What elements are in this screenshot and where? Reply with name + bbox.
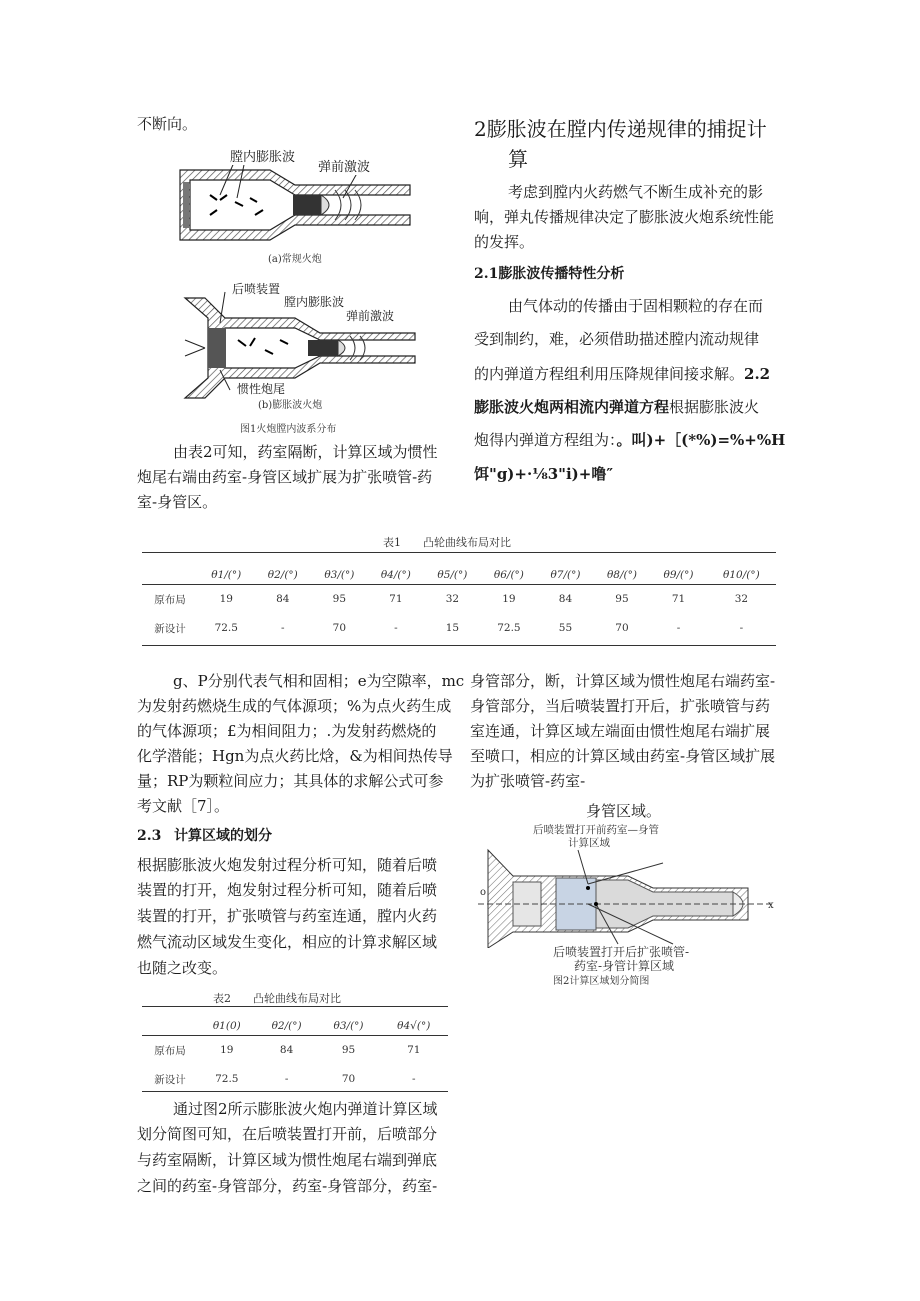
right-para2-line3: 的内弹道方程组利用压降规律间接求解。2.2 bbox=[474, 365, 771, 383]
table-cell: - bbox=[281, 622, 285, 634]
fig2-caption: 图2计算区域划分简图 bbox=[553, 976, 650, 987]
right-para3-line2: 身管部分，当后喷装置打开后，扩张喷管与药 bbox=[470, 697, 771, 715]
table-cell: 32 bbox=[734, 593, 749, 605]
right-para3-line5: 为扩张喷管-药室- bbox=[470, 772, 586, 790]
fig1b-breech bbox=[208, 328, 226, 368]
table-cell: 72.5 bbox=[214, 622, 238, 634]
left-para1-line1: 由表2可知，药室隔断，计算区域为惯性 bbox=[173, 443, 438, 461]
fig1b-label-rear: 后喷装置 bbox=[232, 282, 281, 296]
table1-header: θ8/(°) bbox=[606, 569, 637, 581]
fig1a-label-wave: 膛内膨胀波 bbox=[230, 146, 295, 165]
table2-top-rule bbox=[142, 1006, 448, 1007]
table1-caption: 表1 凸轮曲线布局对比 bbox=[383, 536, 511, 549]
table1-header: θ3/(°) bbox=[324, 569, 355, 581]
table-cell: 55 bbox=[558, 622, 573, 634]
table-cell: - bbox=[676, 622, 681, 634]
table-cell: 84 bbox=[279, 1044, 294, 1056]
table1-header: θ2/(°) bbox=[267, 569, 298, 581]
table-cell: 32 bbox=[445, 593, 460, 605]
fig1a-caption: (a)常规火炮 bbox=[268, 254, 322, 265]
fig2-x-label: x bbox=[768, 900, 774, 911]
table1-top-rule bbox=[142, 552, 776, 553]
left-para4-line3: 与药室隔断，计算区域为惯性炮尾右端到弹底 bbox=[137, 1151, 438, 1169]
right-para2-line6: 饵"g)+·⅛3"i)+噜″ bbox=[474, 465, 614, 483]
table-cell: 95 bbox=[332, 593, 347, 605]
table-cell: 84 bbox=[276, 593, 290, 605]
table2-header: θ1(0) bbox=[212, 1020, 241, 1032]
left-para4-line2: 划分简图可知，在后喷装置打开前，后喷部分 bbox=[137, 1125, 438, 1143]
right-para3-line1: 身管部分，断，计算区域为惯性炮尾右端药室- bbox=[470, 672, 776, 690]
table-cell: - bbox=[411, 1073, 416, 1085]
subsection-2-1-title: 2.1膨胀波传播特性分析 bbox=[474, 266, 625, 282]
right-para1-line1: 考虑到膛内火药燃气不断生成补充的影 bbox=[508, 183, 764, 201]
table-cell: 70 bbox=[341, 1073, 356, 1085]
left-para3-line1: 根据膨胀波火炮发射过程分析可知，随着后喷 bbox=[137, 856, 438, 874]
section2-title-line2: 算 bbox=[508, 147, 528, 171]
table1-header: θ7/(°) bbox=[550, 569, 581, 581]
table-cell: 95 bbox=[341, 1044, 356, 1056]
subsection-2-3-number: 2.3 bbox=[137, 828, 162, 844]
fig2-top-label-1: 后喷装置打开前药室—身管 bbox=[533, 824, 659, 836]
fig2-o-label: o bbox=[480, 887, 487, 898]
left-para2-line6: 考文献［7］。 bbox=[137, 797, 230, 815]
table-cell: - bbox=[284, 1073, 289, 1085]
fig1b-label-wave: 膛内膨胀波 bbox=[284, 295, 345, 309]
table1-bottom-rule bbox=[142, 645, 776, 646]
left-para3-line5: 也随之改变。 bbox=[137, 959, 228, 977]
table2-header-row bbox=[142, 1017, 448, 1035]
left-para4-line1: 通过图2所示膨胀波火炮内弹道计算区域 bbox=[173, 1100, 438, 1118]
left-para3-line3: 装置的打开，扩张喷管与药室连通，膛内火药 bbox=[137, 907, 438, 925]
table-cell: 71 bbox=[407, 1044, 421, 1056]
fig1a-wave-arrows bbox=[210, 195, 263, 215]
table-cell: 95 bbox=[615, 593, 629, 605]
table1-header: θ9/(°) bbox=[663, 569, 694, 581]
table1-header: θ6/(°) bbox=[493, 569, 524, 581]
table-cell: 19 bbox=[220, 1044, 234, 1056]
left-para1-line3: 室-身管区。 bbox=[137, 493, 218, 511]
right-para1-line2: 响，弹丸传播规律决定了膨胀波火炮系统性能 bbox=[474, 208, 775, 226]
left-para2-line4: 化学潜能；Hgn为点火药比焓，&为相间热传导 bbox=[137, 747, 453, 765]
table1-header: θ4/(°) bbox=[380, 569, 411, 581]
left-para2-line3: 的气体源项；£为相间阻力；.为发射药燃烧的 bbox=[137, 722, 437, 740]
left-top-fragment: 不断向。 bbox=[137, 115, 198, 133]
table-cell: 70 bbox=[615, 622, 629, 634]
table-cell: - bbox=[739, 622, 744, 634]
table1-header: θ1/(°) bbox=[211, 569, 242, 581]
table-row bbox=[142, 614, 776, 642]
fig1b-projectile bbox=[308, 340, 338, 356]
left-para2-line5: 量；RP为颗粒间应力；其具体的求解公式可参 bbox=[137, 772, 444, 790]
table1-header: θ10/(°) bbox=[723, 569, 760, 581]
fig1a-label-shock: 弹前激波 bbox=[318, 156, 370, 175]
fig1a-projectile bbox=[293, 195, 321, 215]
fig2-diagram bbox=[478, 848, 783, 948]
right-para2-line4: 膨胀波火炮两相流内弹道方程根据膨胀波火 bbox=[474, 398, 760, 416]
table-cell: 71 bbox=[671, 593, 686, 605]
table2 bbox=[142, 1017, 448, 1093]
table2-caption: 表2 凸轮曲线布局对比 bbox=[213, 992, 341, 1005]
row-label: 原布局 bbox=[154, 593, 186, 606]
left-para4-line4: 之间的药室-身管部分，药室-身管部分，药室- bbox=[137, 1177, 438, 1195]
table-cell: 72.5 bbox=[497, 622, 521, 634]
table-cell: 19 bbox=[502, 593, 516, 605]
table2-header: θ4√(°) bbox=[397, 1020, 431, 1032]
fig1b-wave-arrows bbox=[238, 338, 288, 354]
right-para3-line3: 室连通，计算区域左端面由惯性炮尾右端扩展 bbox=[470, 722, 771, 740]
table2-header: θ2/(°) bbox=[271, 1020, 302, 1032]
right-para2-line2: 受到制约，难，必须借助描述膛内流动规律 bbox=[474, 330, 760, 348]
table1-header-row bbox=[142, 566, 776, 584]
right-para2-line5: 炮得内弹道方程组为：。叫)+［(*%)=%+%H bbox=[474, 431, 786, 449]
right-para3-line4: 至喷口，相应的计算区域由药室-身管区域扩展 bbox=[470, 747, 776, 765]
left-para2-line2: 为发射药燃烧生成的气体源项；%为点火药生成 bbox=[137, 697, 452, 715]
table-cell: 70 bbox=[332, 622, 347, 634]
table-row bbox=[142, 1035, 448, 1065]
fig1a-breech bbox=[183, 182, 189, 228]
table-cell: 19 bbox=[219, 593, 233, 605]
table1-header: θ5/(°) bbox=[437, 569, 468, 581]
table-cell: 72.5 bbox=[215, 1073, 239, 1085]
table1 bbox=[142, 566, 776, 642]
row-label: 新设计 bbox=[154, 1073, 186, 1086]
subsection-2-3-title: 计算区域的划分 bbox=[174, 828, 272, 844]
fig1b-label-tail: 惯性炮尾 bbox=[237, 382, 286, 396]
row-label: 原布局 bbox=[154, 1044, 186, 1057]
left-para2-line1: g、P分别代表气相和固相；e为空隙率，mc bbox=[173, 672, 465, 690]
section2-title-line1: 2膨胀波在膛内传递规律的捕捉计 bbox=[474, 117, 767, 141]
fig2-top-label-2: 计算区域 bbox=[568, 837, 610, 849]
table-cell: 15 bbox=[445, 622, 460, 634]
right-para3-end: 身管区域。 bbox=[586, 802, 662, 820]
left-para3-line2: 装置的打开，炮发射过程分析可知，随着后喷 bbox=[137, 881, 438, 899]
table-cell: - bbox=[394, 622, 398, 634]
table-cell: 71 bbox=[389, 593, 403, 605]
table2-header: θ3/(°) bbox=[333, 1020, 364, 1032]
table-cell: 84 bbox=[558, 593, 573, 605]
left-para3-line4: 燃气流动区域发生变化，相应的计算求解区域 bbox=[137, 933, 438, 951]
table2-bottom-rule bbox=[142, 1091, 448, 1092]
fig2-bottom-label-1: 后喷装置打开后扩张喷管- bbox=[553, 945, 690, 959]
right-para1-line3: 的发挥。 bbox=[474, 233, 535, 251]
right-para2-line1: 由气体动的传播由于固相颗粒的存在而 bbox=[508, 297, 764, 315]
fig1-caption: 图1火炮膛内波系分布 bbox=[240, 424, 337, 435]
table-row bbox=[142, 1065, 448, 1093]
fig1b-caption: (b)膨胀波火炮 bbox=[258, 400, 323, 411]
left-para1-line2: 炮尾右端由药室-身管区域扩展为扩张喷管-药 bbox=[137, 468, 433, 486]
table-row bbox=[142, 584, 776, 614]
fig2-bottom-label-2: 药室-身管计算区域 bbox=[574, 959, 675, 973]
fig1b-label-shock: 弹前激波 bbox=[346, 309, 395, 323]
row-label: 新设计 bbox=[154, 622, 186, 635]
